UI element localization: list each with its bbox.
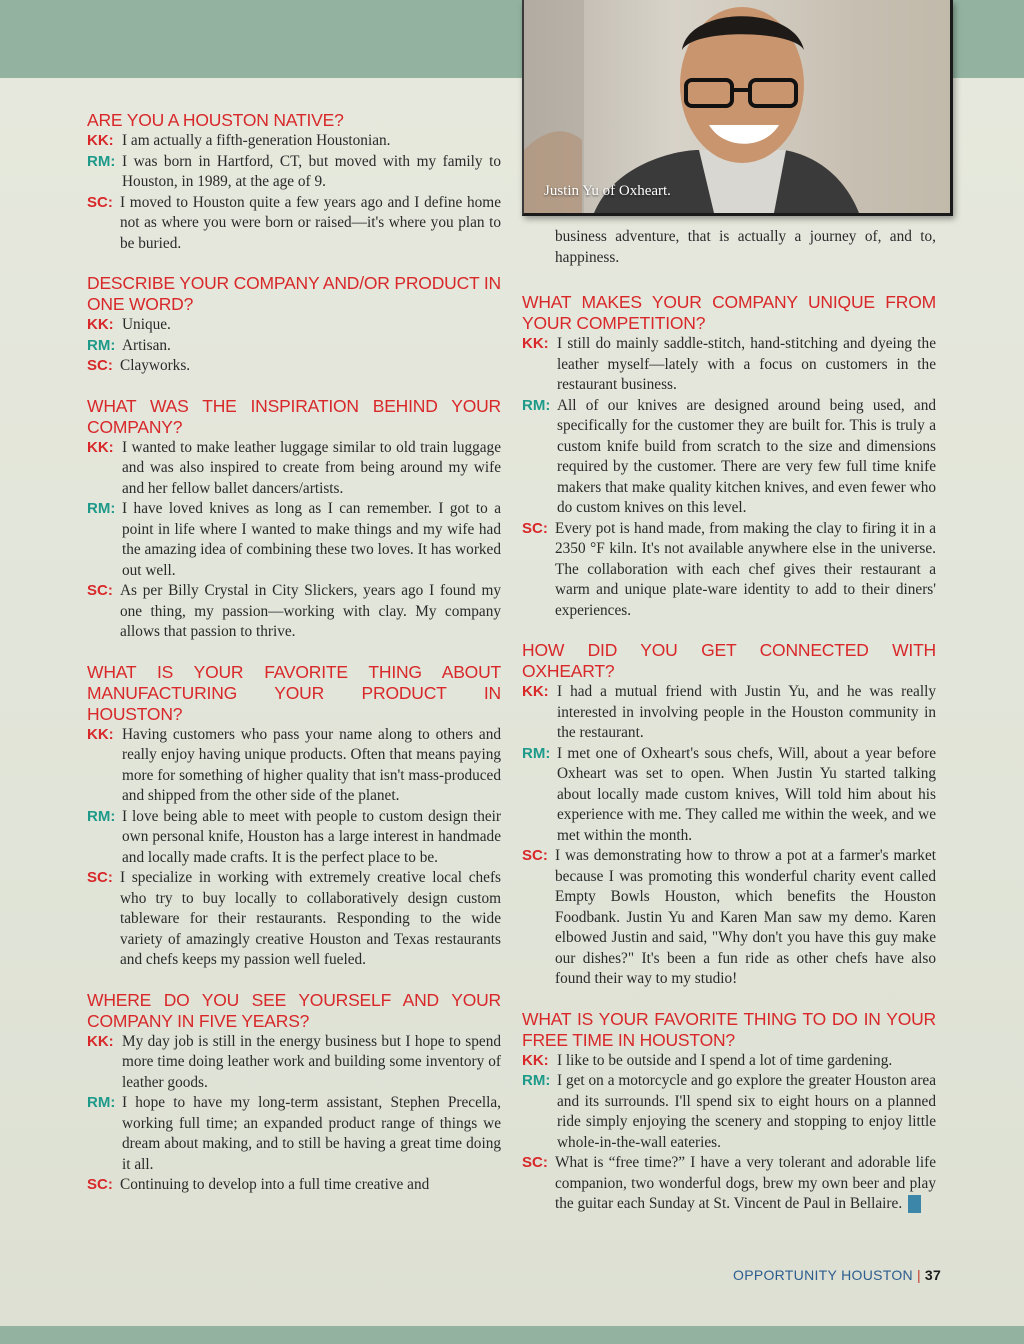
speaker-initials: RM: bbox=[87, 807, 116, 825]
answer-text: I hope to have my long-term assistant, Stephen Precella, working full time; an expanded product range of things we dream about making, and to still be having a great time doing it all. bbox=[122, 1094, 501, 1173]
answer-kk bbox=[87, 725, 501, 807]
answer-sc bbox=[87, 356, 501, 377]
bottom-color-band bbox=[0, 1326, 1024, 1344]
answer-text: As per Billy Crystal in City Slickers, years ago I found my one thing, my passion—working with clay. My company allows that passion to thrive. bbox=[120, 582, 501, 640]
answer-text: I had a mutual friend with Justin Yu, and he was really interested in involving people in the Houston community in the restaurant. bbox=[557, 683, 936, 741]
speaker-initials: SC: bbox=[522, 519, 548, 537]
speaker-initials: KK: bbox=[87, 316, 114, 333]
answer-sc bbox=[522, 519, 936, 622]
answer-sc bbox=[522, 1153, 936, 1215]
speaker-initials: SC: bbox=[87, 357, 113, 374]
photo-caption: Justin Yu of Oxheart. bbox=[544, 183, 671, 199]
answer-text: Unique. bbox=[122, 316, 171, 333]
end-mark-icon bbox=[908, 1195, 921, 1213]
answer-rm bbox=[87, 336, 501, 357]
answer-text: I was demonstrating how to throw a pot at a farmer's market because I was promoting this wonderful charity event called Empty Bowls Houston, which benefits the Houston Foodbank. Justin Yu and Karen Man saw my demo. Karen elbowed Justin and said, "Why don't you have this guy make our dishes?" It's been a fun ride as other chefs have also found their way to my studio! bbox=[555, 847, 936, 987]
question-heading: HOW DID YOU GET CONNECTED WITH OXHEART? bbox=[522, 640, 936, 681]
speaker-initials: KK: bbox=[522, 335, 549, 352]
speaker-initials: KK: bbox=[87, 438, 114, 456]
answer-sc bbox=[522, 846, 936, 990]
answer-text: I was born in Hartford, CT, but moved with my family to Houston, in 1989, at the age of 9. bbox=[122, 152, 501, 190]
answer-kk bbox=[87, 131, 501, 152]
answer-text: Artisan. bbox=[122, 336, 171, 354]
speaker-initials: SC: bbox=[87, 869, 113, 886]
qa-section bbox=[87, 662, 501, 971]
answer-sc bbox=[87, 868, 501, 971]
page-number: 37 bbox=[924, 1267, 942, 1283]
speaker-initials: RM: bbox=[87, 336, 116, 354]
question-heading: WHAT IS YOUR FAVORITE THING ABOUT MANUFACTURING YOUR PRODUCT IN HOUSTON? bbox=[87, 661, 501, 724]
speaker-initials: SC: bbox=[522, 1154, 548, 1171]
speaker-initials: RM: bbox=[522, 396, 551, 414]
answer-sc bbox=[87, 1175, 501, 1196]
answer-rm bbox=[87, 1093, 501, 1175]
qa-section bbox=[522, 1009, 936, 1215]
speaker-initials: SC: bbox=[87, 193, 113, 211]
answer-text: What is “free time?” I have a very tolerant and adorable life companion, two wonderful dogs, brew my own beer and play the guitar each Sunday at St. Vincent de Paul in Bellaire. bbox=[555, 1154, 936, 1212]
left-column bbox=[87, 110, 501, 1215]
continued-text: business adventure, that is actually a journey of, and to, happiness. bbox=[555, 228, 936, 266]
answer-kk bbox=[87, 1032, 501, 1094]
answer-text: I wanted to make leather luggage similar to old train luggage and was also inspired to create from being around my wife and her fellow ballet dancers/artists. bbox=[122, 438, 501, 497]
answer-text: My day job is still in the energy business but I hope to spend more time doing leather work and building some inventory of leather goods. bbox=[122, 1032, 501, 1091]
answer-text: I have loved knives as long as I can remember. I got to a point in life where I wanted to make things and my wife had the amazing idea of combining these two loves. It has worked out well. bbox=[122, 500, 501, 579]
speaker-initials: KK: bbox=[87, 725, 114, 743]
answer-text: I moved to Houston quite a few years ago and I define home not as where you were born or raised—it's where you plan to be buried. bbox=[120, 193, 501, 252]
speaker-initials: KK: bbox=[522, 1051, 549, 1069]
speaker-initials: SC: bbox=[522, 847, 548, 864]
page-footer bbox=[733, 1267, 941, 1283]
speaker-initials: KK: bbox=[87, 132, 114, 149]
publication-name: OPPORTUNITY HOUSTON bbox=[733, 1267, 913, 1283]
answer-kk bbox=[522, 682, 936, 744]
answer-text: Having customers who pass your name along to others and really enjoy having unique products. Often that means paying more for something of higher quality that isn't mass-produced and shipped from the other side of the planet. bbox=[122, 725, 501, 804]
qa-section bbox=[87, 990, 501, 1196]
portrait-illustration bbox=[524, 0, 950, 213]
speaker-initials: KK: bbox=[87, 1032, 114, 1050]
right-column bbox=[522, 227, 936, 1234]
qa-section bbox=[87, 273, 501, 377]
question-heading: WHERE DO YOU SEE YOURSELF AND YOUR COMPANY IN FIVE YEARS? bbox=[87, 989, 501, 1031]
qa-section bbox=[87, 110, 501, 254]
qa-section bbox=[522, 292, 936, 621]
footer-separator: | bbox=[916, 1267, 921, 1283]
answer-text: I specialize in working with extremely creative local chefs who try to buy locally to collaboratively design custom tableware for their restaurants. Responding to the wide variety of amazingly creative Houston and Texas restaurants and chefs keeps my passion well fueled. bbox=[120, 869, 501, 968]
answer-text: I like to be outside and I spend a lot of time gardening. bbox=[557, 1051, 893, 1069]
answer-text: Continuing to develop into a full time creative and bbox=[120, 1176, 430, 1193]
question-heading: WHAT WAS THE INSPIRATION BEHIND YOUR COMPANY? bbox=[87, 395, 501, 437]
answer-rm bbox=[522, 744, 936, 847]
answer-kk bbox=[87, 315, 501, 336]
question-heading: WHAT MAKES YOUR COMPANY UNIQUE FROM YOUR COMPETITION? bbox=[522, 292, 936, 333]
answer-text: I get on a motorcycle and go explore the greater Houston area and its surrounds. I'll spend six to eight hours on a planned ride simply enjoying the scenery and stopping to enjoy little whole-in-the-wall eateries. bbox=[557, 1072, 936, 1151]
qa-section bbox=[522, 640, 936, 990]
answer-rm bbox=[522, 1071, 936, 1153]
answer-text: Every pot is hand made, from making the clay to firing it in a 2350 °F kiln. It's not available anywhere else in the universe. The collaboration with each chef gives their restaurant a warm and unique plate-ware identity to add to their diners' experiences. bbox=[555, 519, 936, 619]
answer-rm bbox=[522, 396, 936, 519]
answer-rm bbox=[87, 152, 501, 193]
speaker-initials: KK: bbox=[522, 683, 549, 700]
answer-sc bbox=[87, 581, 501, 643]
qa-section bbox=[87, 396, 501, 643]
speaker-initials: SC: bbox=[87, 1176, 113, 1193]
answer-text: All of our knives are designed around being used, and specifically for the customer they are built for. This is truly a custom knife build from scratch to the size and dimensions required by the customer. There are very few full time knife makers that make quality kitchen knives, and even fewer who do custom knives on this level. bbox=[557, 396, 936, 516]
speaker-initials: RM: bbox=[87, 152, 116, 170]
answer-text: I am actually a fifth-generation Houstonian. bbox=[122, 132, 391, 149]
answer-kk bbox=[87, 438, 501, 500]
portrait-photo bbox=[522, 0, 953, 216]
answer-rm bbox=[87, 807, 501, 869]
speaker-initials: RM: bbox=[522, 744, 551, 762]
answer-kk bbox=[522, 334, 936, 396]
answer-kk bbox=[522, 1051, 936, 1072]
answer-text: I love being able to meet with people to custom design their own personal knife, Houston has a large interest in handmade and locally made crafts. It is the perfect place to be. bbox=[122, 807, 501, 866]
speaker-initials: RM: bbox=[87, 1094, 116, 1111]
question-heading: WHAT IS YOUR FAVORITE THING TO DO IN YOUR FREE TIME IN HOUSTON? bbox=[522, 1008, 936, 1050]
answer-text: I met one of Oxheart's sous chefs, Will, about a year before Oxheart was set to open. When Justin Yu started talking about locally made custom knives, Will told him about his experience with me. They called me within the week, and we met within the month. bbox=[557, 744, 936, 844]
answer-sc bbox=[87, 193, 501, 255]
question-heading: DESCRIBE YOUR COMPANY AND/OR PRODUCT IN ONE WORD? bbox=[87, 273, 501, 314]
speaker-initials: RM: bbox=[522, 1072, 551, 1089]
question-heading: ARE YOU A HOUSTON NATIVE? bbox=[87, 110, 344, 130]
answer-text: Clayworks. bbox=[120, 357, 191, 374]
speaker-initials: SC: bbox=[87, 582, 113, 599]
answer-rm bbox=[87, 499, 501, 581]
answer-text: I still do mainly saddle-stitch, hand-stitching and dyeing the leather myself—lately with a focus on customers in the restaurant business. bbox=[557, 335, 936, 393]
speaker-initials: RM: bbox=[87, 500, 116, 517]
